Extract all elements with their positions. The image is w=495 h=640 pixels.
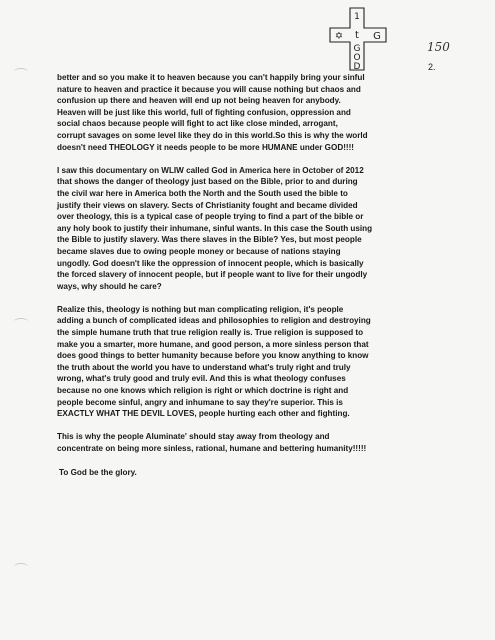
page-number: 2.: [428, 62, 436, 72]
text-line: EXACTLY WHAT THE DEVIL LOVES, people hurting each other and fighting.: [57, 409, 350, 419]
text-line: adding a bunch of complicated ideas and philosophies to religion and destroying: [57, 316, 371, 326]
text-line: the Bible to justify slavery. Was there slaves in the Bible? Yes, but most people: [57, 235, 362, 245]
text-line: Realize this, theology is nothing but man complicating religion, it's people: [57, 304, 344, 314]
text-line: over theology, this is a typical case of people trying to find a part of the bible or: [57, 212, 364, 222]
margin-scan-mark: [14, 563, 28, 570]
text-line: the simple humane truth that true religion really is. True religion is supposed to: [57, 328, 364, 338]
text-line: corrupt savages on some level like they do in this world.So this is why the world: [57, 130, 368, 140]
text-line: Heaven will be just like this world, full of fighting confusion, oppression and: [57, 107, 351, 117]
text-line: people become sinful, angry and inhumane to say they're superior. This is: [57, 397, 343, 407]
text-line: doesn't need THEOLOGY it needs people to be more HUMANE under GOD!!!!: [57, 142, 355, 152]
body-text: [57, 72, 433, 478]
text-line: make you a smarter, more humane, and good person, a more sinless person that: [57, 339, 369, 349]
text-line: concentrate on being more sinless, rational, humane and bettering humanity!!!!!: [57, 444, 367, 453]
text-line: the truth about the world you have to understand what's truly right and truly: [57, 362, 351, 372]
text-line: confusion up there and heaven will end up not being heaven for anybody.: [57, 96, 341, 106]
logo-letter-d: D: [353, 62, 361, 72]
paragraph: [57, 304, 433, 420]
margin-scan-mark: [14, 318, 28, 325]
text-line: ways, why should he care?: [57, 281, 162, 291]
text-line: This is why the people Aluminate' should stay away from theology and: [57, 432, 330, 442]
paragraph: [57, 72, 433, 153]
handwritten-page-mark: 150: [427, 40, 450, 54]
logo-cross-char: t: [355, 30, 359, 41]
text-line: nature to heaven and practice it because you will cause nothing but chaos and: [57, 84, 361, 94]
paragraph: [57, 165, 433, 293]
text-line: wrong, what's truly good and truly evil. And this is what theology confuses: [57, 374, 346, 384]
text-line: I saw this documentary on WLIW called God in America here in October of 2012: [57, 165, 364, 175]
text-line: any holy book to justify their inhumane, sinful wants. In this case the South using: [57, 223, 373, 233]
text-line: ungodly. God doesn't like the oppression of innocent people, which is basically: [57, 258, 364, 268]
text-line: does good things to better humanity because before you know anything to know: [57, 351, 369, 361]
text-line: the civil war here in America both the North and the South used the bible to: [57, 188, 348, 198]
logo-letter-g: G: [353, 44, 361, 54]
text-line: the forced slavery of innocent people, but if people want to live for their ungodly: [57, 270, 368, 280]
text-line: because no one knows which religion is right or which doctrine is right and: [57, 386, 349, 396]
logo-letter-1: 1: [354, 12, 360, 22]
text-line: better and so you make it to heaven because you can't happily bring your sinful: [57, 73, 365, 82]
cross-logo: [326, 6, 392, 72]
text-line: justify their views on slavery. Sects of Christianity fought and became divided: [57, 200, 358, 210]
paragraph: [57, 431, 433, 454]
logo-side-letter: G: [373, 31, 381, 42]
logo-letter-o: O: [353, 53, 361, 63]
text-line: became slaves due to owing people money or because of nations staying: [57, 246, 341, 256]
text-line: that shows the danger of theology just based on the Bible, prior to and during: [57, 177, 358, 187]
closing-line: To God be the glory.: [59, 467, 137, 477]
star-of-david-icon: ✡: [334, 31, 344, 42]
margin-scan-mark: [14, 68, 28, 75]
text-line: social chaos because people will fight to act like close minded, arrogant,: [57, 119, 338, 129]
